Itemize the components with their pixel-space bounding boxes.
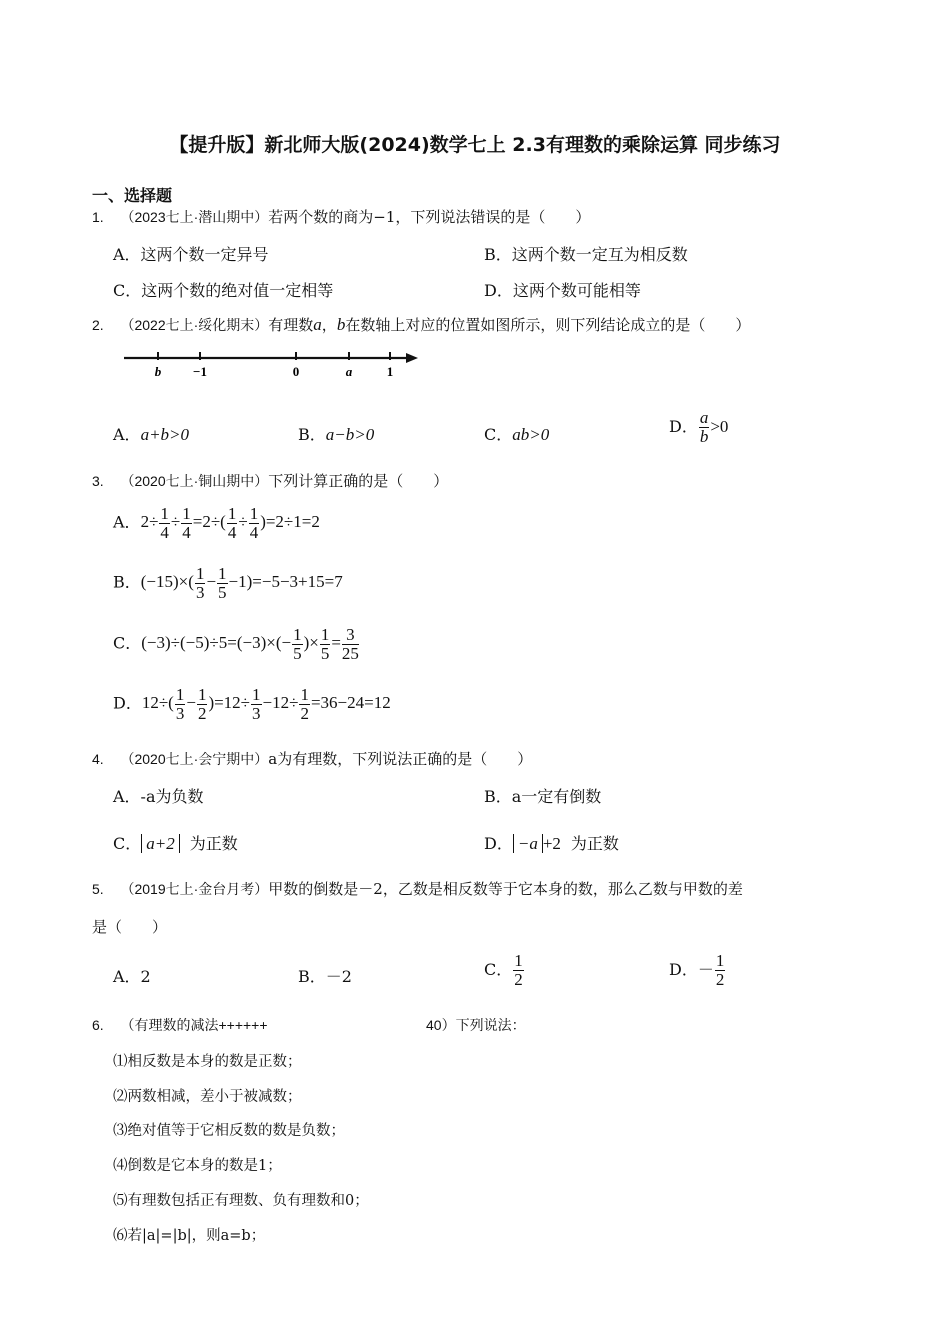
option-label: C．	[113, 633, 142, 653]
section-heading: 一、选择题	[92, 186, 173, 205]
fraction	[159, 505, 170, 542]
math-expression	[141, 625, 360, 663]
numerator: 1	[175, 685, 185, 704]
fraction	[299, 686, 310, 723]
denominator: 3	[252, 703, 261, 723]
expr-text: (−15)×(	[140, 572, 194, 592]
expr-text: ÷	[170, 512, 181, 532]
expr-text: =	[331, 633, 341, 653]
numerator: 1	[182, 504, 191, 523]
expr-text: ÷	[238, 512, 248, 532]
q4-option-d	[484, 831, 619, 854]
question-source: （2019七上·金台月考）	[120, 881, 269, 897]
expr-text: −1)=−5−3+15=7	[228, 572, 343, 592]
question-3	[92, 470, 448, 491]
expr-text: =36−24=12	[310, 693, 391, 713]
q1-option-a: A．这两个数一定异号	[113, 245, 269, 264]
denominator: 2	[197, 703, 207, 723]
q4-option-c	[113, 831, 238, 854]
fraction	[292, 626, 303, 663]
option-label: C．	[484, 425, 513, 444]
list-item: ⑸有理数包括正有理数、负有理数和0；	[113, 1193, 369, 1209]
axis-label-1: 1	[386, 364, 394, 379]
numerator: 1	[293, 625, 302, 644]
expr-text: 2÷	[140, 512, 159, 532]
variable-a: a	[313, 315, 322, 334]
expr-text: =2÷(	[192, 512, 226, 532]
q2-option-c	[484, 422, 549, 445]
question-number: 5.	[92, 881, 104, 897]
axis-label-b: b	[154, 364, 162, 379]
numerator: 1	[252, 685, 261, 704]
math-expression	[141, 685, 391, 723]
q5-option-d	[669, 952, 726, 989]
fraction	[175, 686, 186, 723]
question-5-continued: 是（ ）	[92, 918, 168, 936]
numerator: 1	[514, 951, 523, 970]
option-label: D．	[113, 693, 142, 713]
option-expression: >0	[710, 416, 729, 436]
option-label: A．	[113, 425, 141, 444]
denominator: 5	[293, 643, 302, 663]
option-label: B．	[113, 572, 141, 592]
fraction	[342, 626, 359, 663]
option-expression: a+b>0	[140, 425, 190, 444]
question-stem: 若两个数的商为−1，下列说法错误的是（ ）	[268, 208, 591, 226]
fraction	[251, 686, 262, 723]
denominator: 3	[195, 582, 205, 602]
denominator: b	[699, 426, 709, 446]
expr-text: +2	[542, 834, 561, 853]
option-label: D．－	[669, 959, 714, 979]
denominator: 5	[320, 643, 330, 663]
math-expression	[140, 564, 343, 602]
option-expression: a−b>0	[325, 425, 375, 444]
question-number: 1.	[92, 209, 104, 225]
fraction	[249, 505, 260, 542]
numerator: 1	[320, 625, 330, 644]
axis-label-0: 0	[292, 364, 300, 379]
q3-option-c	[113, 626, 360, 663]
denominator: 4	[182, 522, 191, 542]
numerator: 1	[195, 564, 205, 583]
q2-option-b	[298, 422, 374, 445]
question-number: 3.	[92, 473, 104, 489]
fraction	[227, 505, 238, 542]
numerator: 1	[227, 504, 237, 523]
q3-option-b	[113, 565, 343, 602]
expr-text: )=2÷1=2	[260, 512, 320, 532]
q4-option-b: B．a一定有倒数	[484, 787, 602, 806]
question-4	[92, 748, 532, 769]
denominator: 3	[175, 703, 185, 723]
question-source: （2020七上·会宁期中）	[120, 751, 269, 767]
expr-text: −12÷	[262, 693, 299, 713]
expr-text: −	[186, 693, 196, 713]
denominator: 25	[341, 643, 359, 663]
question-6-source-tail	[426, 1015, 526, 1035]
fraction	[513, 952, 524, 989]
question-stem: 甲数的倒数是－2，乙数是相反数等于它本身的数，那么乙数与甲数的差	[268, 880, 743, 898]
numerator: 1	[160, 504, 169, 523]
q5-option-a: A．2	[113, 967, 151, 986]
q3-option-a	[113, 505, 320, 542]
option-label: D．	[484, 834, 513, 853]
denominator: 2	[514, 969, 523, 989]
list-item: ⑹若|a|=|b|，则a=b；	[113, 1228, 266, 1244]
fraction	[217, 565, 228, 602]
numerator: 1	[300, 685, 309, 704]
option-text: 为正数	[570, 834, 619, 853]
option-label: A．	[113, 512, 141, 532]
expr-text: )=12÷	[208, 693, 251, 713]
fraction	[699, 409, 710, 446]
fraction	[320, 626, 331, 663]
denominator: 4	[227, 522, 237, 542]
absolute-value-expression: a+2	[141, 834, 179, 853]
option-label: C．	[113, 834, 142, 853]
denominator: 2	[300, 703, 309, 723]
question-stem-part: 有理数	[268, 316, 314, 334]
list-item: ⑷倒数是它本身的数是1；	[113, 1158, 282, 1174]
fraction	[181, 505, 192, 542]
q2-option-d	[669, 409, 728, 446]
q1-option-d: D．这两个数可能相等	[484, 281, 641, 300]
fraction	[715, 952, 726, 989]
axis-label-a: a	[345, 364, 353, 379]
question-stem: 下列计算正确的是（ ）	[268, 472, 449, 490]
question-2	[92, 314, 750, 335]
list-item: ⑴相反数是本身的数是正数；	[113, 1054, 302, 1070]
denominator: 4	[160, 522, 169, 542]
option-label: B．	[298, 425, 326, 444]
option-label: C．	[484, 959, 513, 979]
question-source: （有理数的减法++++++	[120, 1017, 268, 1033]
punctuation: ，	[321, 316, 337, 334]
question-number: 6.	[92, 1017, 104, 1033]
numerator: 1	[249, 504, 259, 523]
option-label: D．	[669, 416, 698, 436]
q1-option-c: C．这两个数的绝对值一定相等	[113, 281, 334, 300]
q5-option-b: B．－2	[298, 967, 352, 986]
fraction	[197, 686, 208, 723]
q4-option-a: A．-a为负数	[113, 787, 204, 806]
numerator: 1	[715, 951, 725, 970]
q2-option-a	[113, 422, 189, 445]
arrow-icon	[406, 353, 418, 363]
list-item: ⑵两数相减，差小于被减数；	[113, 1089, 302, 1105]
q5-option-c	[484, 952, 525, 989]
question-stem-part: 在数轴上对应的位置如图所示，则下列结论成立的是（ ）	[345, 316, 751, 334]
expr-text: )×	[303, 633, 319, 653]
math-expression	[140, 504, 320, 542]
absolute-value-expression: −a	[513, 834, 543, 853]
question-number: 4.	[92, 751, 104, 767]
numerator: 1	[197, 685, 207, 704]
question-6	[92, 1015, 268, 1035]
page-title: 【提升版】新北师大版(2024)数学七上 2.3有理数的乘除运算 同步练习	[169, 134, 781, 156]
question-stem: a为有理数，下列说法正确的是（ ）	[268, 750, 533, 768]
question-5	[92, 878, 743, 899]
fraction	[195, 565, 206, 602]
option-text: 为正数	[189, 834, 238, 853]
option-expression: ab>0	[512, 425, 550, 444]
variable-b: b	[336, 315, 346, 334]
q1-option-b: B．这两个数一定互为相反数	[484, 245, 688, 264]
expr-text: −	[206, 572, 217, 592]
numerator: 1	[218, 564, 227, 583]
expr-text: (−3)÷(−5)÷5=(−3)×(−	[141, 633, 292, 653]
question-source: （2023七上·潜山期中）	[120, 209, 269, 225]
list-item: ⑶绝对值等于它相反数的数是负数；	[113, 1123, 345, 1139]
question-source: （2022七上·绥化期末）	[120, 317, 269, 333]
denominator: 5	[218, 582, 227, 602]
question-source: （2020七上·铜山期中）	[120, 473, 269, 489]
denominator: 2	[715, 969, 725, 989]
denominator: 4	[249, 522, 259, 542]
number-line-figure	[118, 345, 428, 379]
numerator: 3	[342, 626, 359, 645]
numerator: a	[699, 408, 709, 427]
q3-option-d	[113, 686, 391, 723]
question-stem: 40）下列说法：	[426, 1017, 526, 1033]
question-1	[92, 206, 590, 227]
expr-text: 12÷(	[141, 693, 174, 713]
axis-label-minus-1: −1	[193, 364, 207, 379]
question-number: 2.	[92, 317, 104, 333]
